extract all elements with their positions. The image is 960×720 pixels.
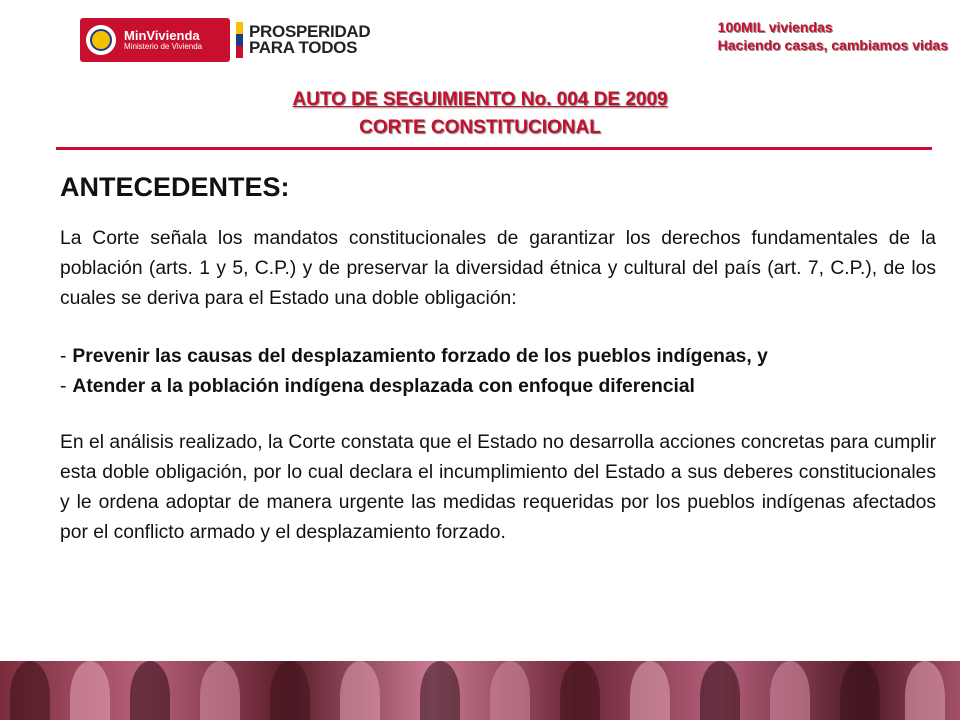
slide-title	[0, 86, 960, 142]
paragraph-analysis: En el análisis realizado, la Corte constata que el Estado no desarrolla acciones concretas para cumplir esta doble obligación, por lo cual declara el incumplimiento del Estado a sus deberes constitucionales y le ordena adoptar de manera urgente las medidas requeridas por los pueblos indígenas afectados por el conflicto armado y el desplazamiento forzado.	[60, 432, 936, 543]
flag-stripes-icon	[236, 22, 243, 58]
tagline	[718, 18, 948, 54]
slide-body	[60, 170, 936, 548]
minvivienda-logo-title: MinVivienda	[124, 27, 200, 43]
minvivienda-logo	[80, 18, 230, 62]
bullet-text: Prevenir las causas del desplazamiento forzado de los pueblos indígenas, y	[72, 346, 768, 367]
bullet-dash: -	[60, 346, 67, 367]
minvivienda-logo-subtitle: Ministerio de Vivienda	[124, 41, 203, 51]
header	[0, 0, 960, 80]
footer-crowd-photo	[0, 661, 960, 720]
prosperidad-logo-line2: PARA TODOS	[249, 38, 358, 57]
prosperidad-logo-line1: PROSPERIDAD	[249, 21, 371, 41]
tagline-line2: Haciendo casas, cambiamos vidas	[717, 37, 948, 53]
slide-title-line2: CORTE CONSTITUCIONAL	[359, 117, 601, 138]
bullet-item	[60, 342, 936, 372]
title-divider	[56, 147, 932, 150]
prosperidad-logo	[236, 20, 370, 60]
bullet-list	[60, 342, 936, 402]
tagline-line1: 100MIL viviendas	[717, 19, 833, 35]
coat-of-arms-icon	[86, 25, 116, 55]
slide-title-line1: AUTO DE SEGUIMIENTO No. 004 DE 2009	[292, 89, 668, 110]
paragraph-intro: La Corte señala los mandatos constitucionales de garantizar los derechos fundamentales de la población (arts. 1 y 5, C.P.) y de preservar la diversidad étnica y cultural del país (art. 7, C.P.), de los cuales se deriva para el Estado una doble obligación:	[60, 228, 936, 309]
bullet-text: Atender a la población indígena desplazada con enfoque diferencial	[72, 376, 695, 397]
bullet-dash: -	[60, 376, 67, 397]
bullet-item	[60, 372, 936, 402]
section-heading: ANTECEDENTES:	[60, 172, 290, 202]
